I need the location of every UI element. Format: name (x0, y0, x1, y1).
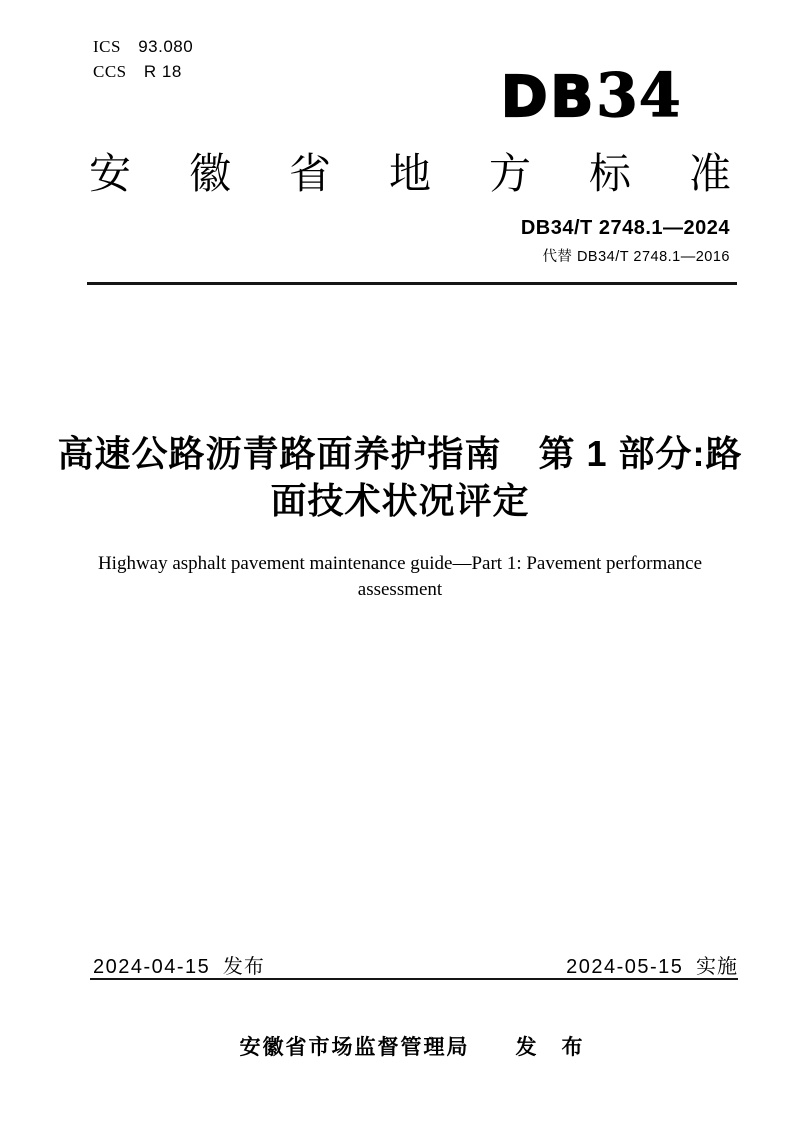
ics-code-row (93, 34, 193, 59)
publisher-line: 安徽省市场监督管理局 发 布 (239, 1036, 585, 1059)
ccs-label: CCS (93, 62, 127, 81)
ics-value: 93.080 (138, 37, 194, 56)
document-title-en (40, 551, 760, 603)
implement-date-value: 2024-05-15 (566, 956, 684, 978)
implement-date-label: 实施 (696, 956, 738, 978)
implement-date (566, 950, 738, 979)
ics-label: ICS (93, 37, 121, 56)
header-divider-rule (87, 282, 737, 285)
document-title-cn (30, 430, 770, 524)
footer-divider-rule (90, 978, 738, 980)
db34-logo (501, 61, 682, 131)
document-title-line2: 面技术状况评定 (270, 480, 530, 521)
db34-logo-number: 34 (596, 61, 682, 131)
standard-designation (521, 217, 730, 266)
ccs-code-row (93, 59, 193, 84)
classification-codes (93, 34, 193, 84)
document-title-line1: 高速公路沥青路面养护指南 第 1 部分:路 (57, 433, 743, 474)
issue-date-value: 2024-04-15 (93, 956, 211, 978)
standard-category-title: 安徽省地方标准 (89, 150, 790, 197)
document-title-en-line1: Highway asphalt pavement maintenance guide—Part 1: Pavement performance (97, 553, 703, 574)
db34-logo-prefix: DB (501, 65, 597, 130)
ccs-value: R 18 (143, 62, 182, 81)
standard-number-current: DB34/T 2748.1—2024 (520, 217, 730, 239)
standard-number-replaced: 代替 DB34/T 2748.1—2016 (542, 249, 730, 265)
footer-dates-row (93, 950, 738, 979)
document-title-en-line2: assessment (357, 579, 443, 600)
issue-date-label: 发布 (222, 956, 265, 978)
issue-date (93, 950, 265, 979)
